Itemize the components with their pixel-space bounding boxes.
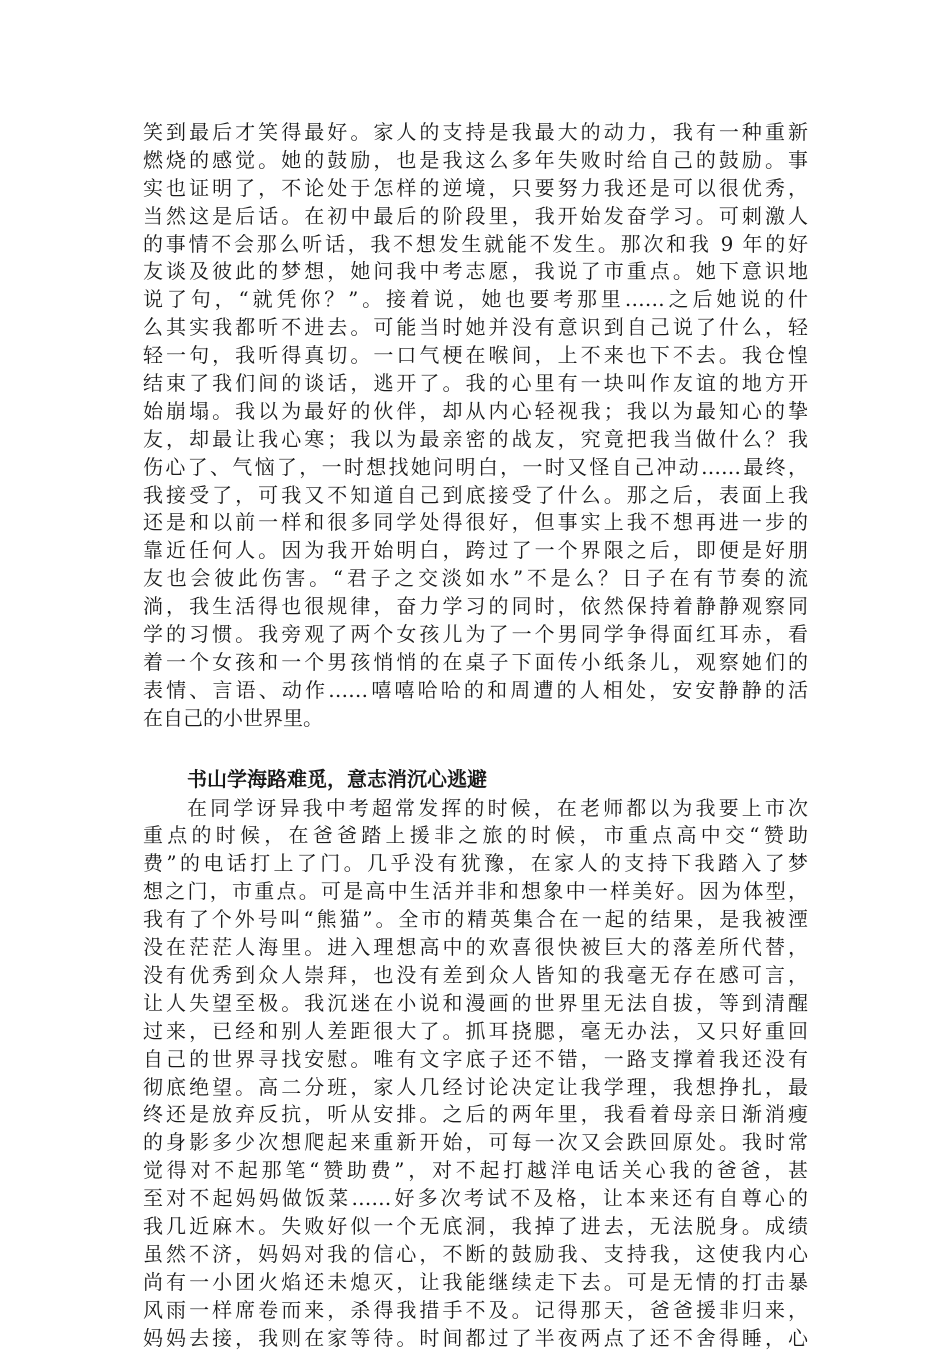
text-line: 当然这是后话。在初中最后的阶段里，我开始发奋学习。可刺激人 (143, 203, 808, 228)
text-line: 费”的电话打上了门。几乎没有犹豫，在家人的支持下我踏入了梦 (143, 851, 808, 876)
text-line: 的事情不会那么听话，我不想发生就能不发生。那次和我 9 年的好 (143, 231, 808, 256)
paragraph-spacer (143, 733, 808, 766)
text-line: 始崩塌。我以为最好的伙伴，却从内心轻视我；我以为最知心的挚 (143, 398, 808, 423)
text-line: 自己的世界寻找安慰。唯有文字底子还不错，一路支撑着我还没有 (143, 1046, 808, 1071)
document-body (143, 119, 808, 1352)
text-line: 的身影多少次想爬起来重新开始，可每一次又会跌回原处。我时常 (143, 1130, 808, 1155)
text-line: 靠近任何人。因为我开始明白，跨过了一个界限之后，即便是好朋 (143, 538, 808, 563)
text-line: 妈妈去接，我则在家等待。时间都过了半夜两点了还不舍得睡，心 (143, 1325, 808, 1350)
text-line: 风雨一样席卷而来，杀得我措手不及。记得那天，爸爸援非归来， (143, 1297, 808, 1322)
text-line: 没在茫茫人海里。进入理想高中的欢喜很快被巨大的落差所代替， (143, 935, 808, 960)
text-line: 淌，我生活得也很规律，奋力学习的同时，依然保持着静静观察同 (143, 594, 808, 619)
text-line: 在自己的小世界里。 (143, 705, 323, 730)
paragraph-2 (143, 795, 808, 1352)
text-line: 觉得对不起那笔“赞助费”，对不起打越洋电话关心我的爸爸，甚 (143, 1158, 808, 1183)
text-line: 我接受了，可我又不知道自己到底接受了什么。那之后，表面上我 (143, 482, 808, 507)
text-line: 我几近麻木。失败好似一个无底洞，我掉了进去，无法脱身。成绩 (143, 1213, 808, 1238)
text-line: 重点的时候，在爸爸踏上援非之旅的时候，市重点高中交“赞助 (143, 823, 808, 848)
text-line: 至对不起妈妈做饭菜……好多次考试不及格，让本来还有自尊心的 (143, 1186, 808, 1211)
text-line: 让人失望至极。我沉迷在小说和漫画的世界里无法自拔，等到清醒 (143, 990, 808, 1015)
text-line: 想之门，市重点。可是高中生活并非和想象中一样美好。因为体型， (143, 879, 808, 904)
text-line: 轻一句，我听得真切。一口气梗在喉间，上不来也下不去。我仓惶 (143, 343, 808, 368)
text-line: 笑到最后才笑得最好。家人的支持是我最大的动力，我有一种重新 (143, 120, 808, 144)
text-line: 学的习惯。我旁观了两个女孩儿为了一个男同学争得面红耳赤，看 (143, 622, 808, 647)
text-line: 没有优秀到众人崇拜，也没有差到众人皆知的我毫无存在感可言， (143, 962, 808, 987)
text-line: 结束了我们间的谈话，逃开了。我的心里有一块叫作友谊的地方开 (143, 371, 808, 396)
text-line: 过来，已经和别人差距很大了。抓耳挠腮，毫无办法，又只好重回 (143, 1018, 808, 1043)
text-line: 实也证明了，不论处于怎样的逆境，只要努力我还是可以很优秀， (143, 175, 808, 200)
text-line: 友，却最让我心寒；我以为最亲密的战友，究竟把我当做什么？我 (143, 426, 808, 451)
text-line: 在同学讶异我中考超常发挥的时候，在老师都以为我要上市次 (187, 795, 808, 820)
text-line: 伤心了、气恼了，一时想找她问明白，一时又怪自己冲动……最终， (143, 454, 808, 479)
text-line: 虽然不济，妈妈对我的信心，不断的鼓励我、支持我，这使我内心 (143, 1241, 808, 1266)
text-line: 表情、言语、动作……嘻嘻哈哈的和周遭的人相处，安安静静的活 (143, 677, 808, 702)
text-line: 友谈及彼此的梦想，她问我中考志愿，我说了市重点。她下意识地 (143, 259, 808, 284)
text-line: 着一个女孩和一个男孩悄悄的在桌子下面传小纸条儿，观察她们的 (143, 649, 808, 674)
text-line: 友也会彼此伤害。“君子之交淡如水”不是么？日子在有节奏的流 (143, 566, 808, 591)
text-line: 还是和以前一样和很多同学处得很好，但事实上我不想再进一步的 (143, 510, 808, 535)
text-line: 么其实我都听不进去。可能当时她并没有意识到自己说了什么，轻 (143, 315, 808, 340)
text-line: 燃烧的感觉。她的鼓励，也是我这么多年失败时给自己的鼓励。事 (143, 147, 808, 172)
text-line: 彻底绝望。高二分班，家人几经讨论决定让我学理，我想挣扎，最 (143, 1074, 808, 1099)
text-line: 说了句，“就凭你？”。接着说，她也要考那里……之后她说的什 (143, 287, 808, 312)
paragraph-1 (143, 119, 808, 733)
text-line: 我有了个外号叫“熊猫”。全市的精英集合在一起的结果，是我被湮 (143, 907, 808, 932)
text-line: 尚有一小团火焰还未熄灭，让我能继续走下去。可是无情的打击暴 (143, 1269, 808, 1294)
text-line: 终还是放弃反抗，听从安排。之后的两年里，我看着母亲日渐消瘦 (143, 1102, 808, 1127)
section-heading: 书山学海路难觅，意志消沉心逃避 (187, 766, 487, 791)
